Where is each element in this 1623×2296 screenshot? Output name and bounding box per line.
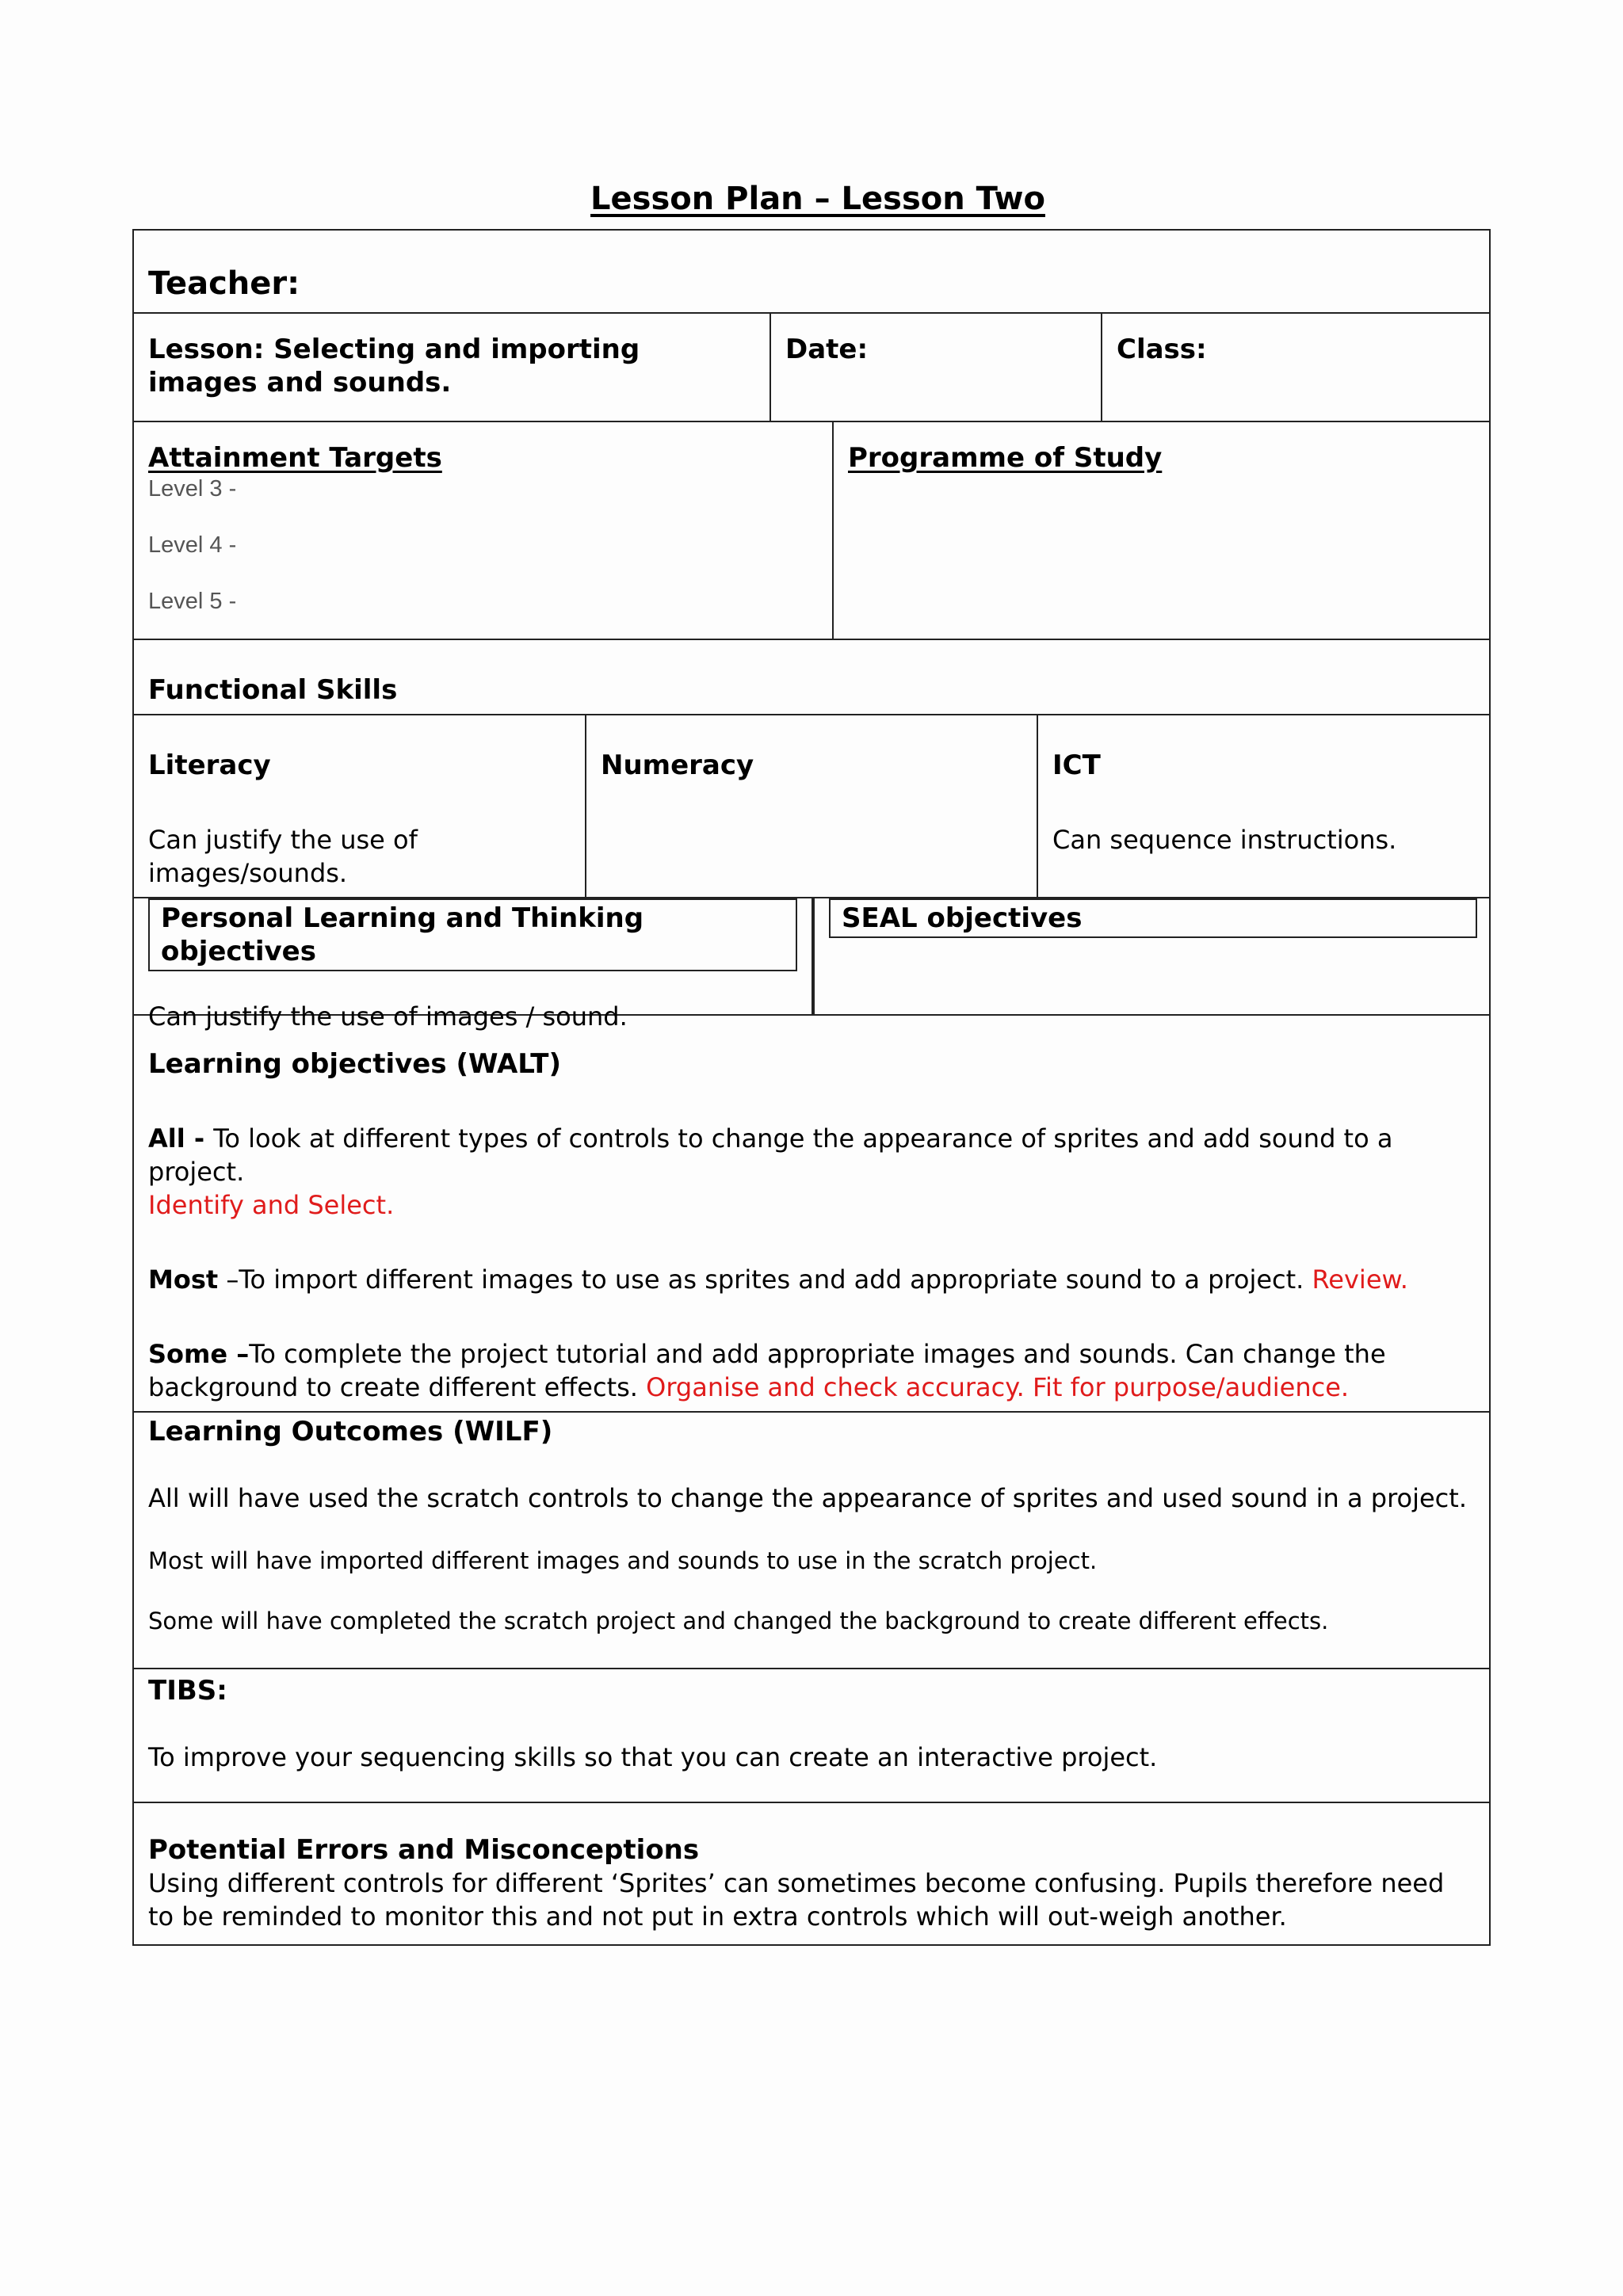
lesson-plan-table [132, 229, 1491, 1946]
objective-some-text: To complete the project tutorial and add appropriate images and sounds. Can change the background to create different effects. [148, 1339, 1386, 1402]
page-title: Lesson Plan – Lesson Two [590, 181, 1045, 217]
plts-seal-row [134, 898, 1489, 1032]
tibs-text: To improve your sequencing skills so that you can create an interactive project. [148, 1742, 1158, 1772]
outcome-most: Most will have imported different images and sounds to use in the scratch project. [148, 1547, 1098, 1574]
programme-heading: Programme of Study [848, 442, 1163, 474]
objective-all-red: Identify and Select. [148, 1190, 395, 1220]
literacy-heading: Literacy [148, 749, 271, 781]
class-cell [1102, 314, 1489, 421]
attainment-heading: Attainment Targets [148, 442, 442, 474]
numeracy-heading: Numeracy [601, 749, 754, 781]
lesson-row [134, 314, 1489, 422]
objective-most-red: Review. [1312, 1264, 1408, 1295]
level-4: Level 4 - [148, 532, 237, 558]
learning-objectives-row [134, 1016, 1489, 1413]
objective-some [148, 1337, 1457, 1404]
programme-cell [834, 422, 1489, 639]
ict-text: Can sequence instructions. [1052, 825, 1397, 855]
plts-text: Can justify the use of images / sound. [148, 1001, 628, 1032]
objective-most-label: Most [148, 1264, 219, 1295]
date-label: Date: [785, 334, 869, 365]
class-label: Class: [1117, 334, 1207, 365]
literacy-cell [134, 715, 586, 897]
objective-all-label: All - [148, 1123, 214, 1154]
objective-all [148, 1122, 1457, 1222]
level-5: Level 5 - [148, 589, 237, 614]
literacy-text: Can justify the use of images/sounds. [148, 825, 418, 888]
numeracy-cell [586, 715, 1038, 897]
attainment-row [134, 422, 1489, 640]
walt-heading: Learning objectives (WALT) [148, 1048, 562, 1080]
errors-text: Using different controls for different ‘Sprites’ can sometimes become confusing. Pupils therefore need to be reminded to monitor this and not put in extra controls which will out-weigh another. [148, 1868, 1445, 1932]
lesson-cell [134, 314, 771, 421]
seal-cell [815, 898, 1491, 1014]
objective-some-label: Some – [148, 1339, 250, 1369]
objective-all-text: To look at different types of controls to change the appearance of sprites and add sound to a project. [148, 1123, 1393, 1187]
teacher-row [134, 231, 1489, 314]
ict-heading: ICT [1052, 749, 1101, 781]
date-cell [771, 314, 1102, 421]
plts-heading: Personal Learning and Thinking objectives [148, 898, 797, 971]
learning-objectives-cell [134, 1016, 1489, 1411]
outcome-all: All will have used the scratch controls to change the appearance of sprites and used sound in a project. [148, 1483, 1467, 1513]
learning-outcomes-cell [134, 1413, 1489, 1668]
tibs-heading: TIBS: [148, 1675, 227, 1707]
seal-heading: SEAL objectives [829, 898, 1477, 938]
plts-cell [134, 898, 812, 1032]
tibs-cell [134, 1669, 1489, 1802]
attainment-cell [134, 422, 834, 639]
learning-outcomes-row [134, 1413, 1489, 1669]
level-3: Level 3 - [148, 476, 237, 502]
functional-skills-row [134, 640, 1489, 715]
objective-most-text: –To import different images to use as sprites and add appropriate sound to a project. [218, 1264, 1312, 1295]
teacher-label: Teacher: [148, 265, 300, 302]
objective-most [148, 1263, 1457, 1296]
outcome-some: Some will have completed the scratch project and changed the background to create different effects. [148, 1608, 1329, 1634]
errors-cell [134, 1803, 1489, 1944]
lesson-label: Lesson: Selecting and importing images and sounds. [148, 334, 640, 399]
ict-cell [1038, 715, 1489, 897]
errors-heading: Potential Errors and Misconceptions [148, 1834, 700, 1866]
objective-some-red: Organise and check accuracy. Fit for purpose/audience. [646, 1372, 1350, 1402]
tibs-row [134, 1669, 1489, 1803]
wilf-heading: Learning Outcomes (WILF) [148, 1416, 553, 1447]
functional-skills-heading: Functional Skills [148, 674, 398, 706]
skills-row [134, 715, 1489, 898]
errors-row [134, 1803, 1489, 1944]
